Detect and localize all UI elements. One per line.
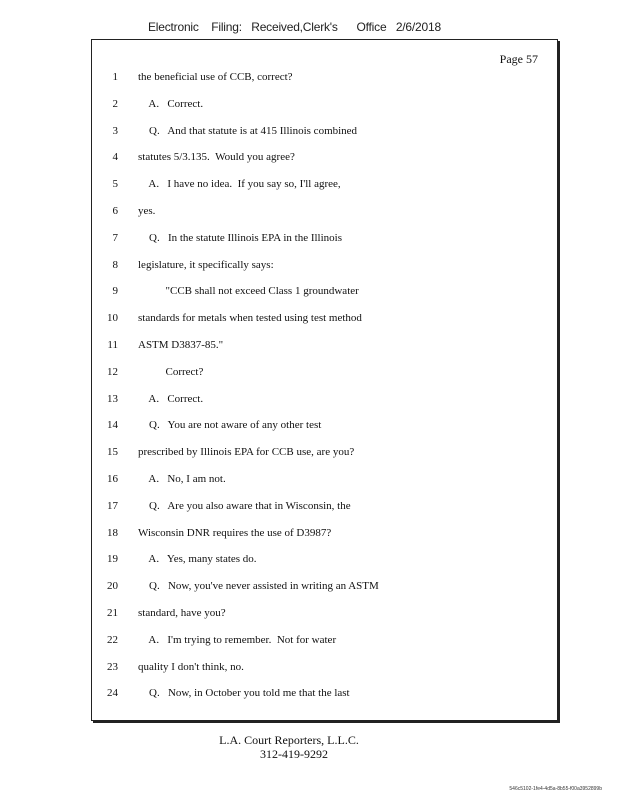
line-number: 3 [112, 124, 118, 137]
line-text: yes. [138, 205, 156, 217]
line-number: 22 [107, 633, 118, 646]
transcript-line [92, 364, 552, 380]
line-number: 4 [112, 151, 118, 164]
transcript-line [92, 203, 552, 219]
line-number: 13 [107, 392, 118, 405]
line-number: 11 [107, 339, 118, 351]
document-id: 546c5102-1fe4-4d5a-8b55-f00a3952899b [509, 786, 602, 792]
line-number: 10 [107, 312, 118, 325]
transcript-line [92, 685, 552, 701]
line-text: legislature, it specifically says: [138, 258, 274, 271]
line-number: 12 [107, 365, 118, 378]
transcript-line [92, 471, 552, 487]
line-text: prescribed by Illinois EPA for CCB use, are you? [138, 446, 355, 459]
line-text: Wisconsin DNR requires the use of D3987? [138, 526, 332, 539]
transcript-line [92, 551, 552, 567]
transcript-page-frame [91, 39, 558, 721]
line-text: Correct? [138, 365, 204, 378]
transcript-line [92, 230, 552, 246]
line-number: 6 [112, 205, 118, 217]
line-number: 7 [112, 231, 118, 244]
line-text: quality I don't think, no. [138, 660, 244, 673]
phone-number: 312-419-9292 [260, 747, 328, 761]
court-reporter-firm [0, 733, 618, 748]
page-number: Page 57 [499, 52, 538, 66]
line-text: standards for metals when tested using test method [138, 312, 362, 325]
line-number: 5 [112, 178, 118, 191]
transcript-line [92, 391, 552, 407]
line-number: 2 [112, 97, 118, 110]
line-text: statutes 5/3.135. Would you agree? [138, 151, 295, 164]
line-number: 18 [107, 526, 118, 539]
transcript-line [92, 176, 552, 192]
transcript-line [92, 283, 552, 299]
electronic-filing-header: Electronic Filing: Received,Clerk's Office 2/6/2018 [148, 20, 441, 34]
court-reporter-phone [0, 747, 618, 762]
line-number: 20 [107, 580, 118, 593]
line-text: A. Correct. [138, 97, 204, 110]
firm-name: L.A. Court Reporters, L.L.C. [219, 733, 359, 747]
line-text: Q. Are you also aware that in Wisconsin, the [138, 499, 351, 512]
line-number: 1 [112, 71, 118, 83]
transcript-line [92, 96, 552, 112]
line-number: 9 [112, 285, 118, 298]
transcript-line [92, 578, 552, 594]
transcript-line [92, 257, 552, 273]
transcript-line [92, 123, 552, 139]
line-text: Q. You are not aware of any other test [138, 419, 322, 432]
transcript-line [92, 444, 552, 460]
line-text: ASTM D3837-85." [138, 339, 224, 351]
line-text: A. I have no idea. If you say so, I'll agree, [138, 178, 341, 191]
transcript-line [92, 659, 552, 675]
line-number: 24 [107, 687, 118, 700]
line-text: standard, have you? [138, 607, 226, 619]
transcript-line [92, 605, 552, 621]
line-number: 17 [107, 499, 118, 512]
transcript-line [92, 310, 552, 326]
line-number: 8 [112, 258, 118, 271]
line-text: "CCB shall not exceed Class 1 groundwater [138, 285, 359, 298]
transcript-line [92, 69, 552, 85]
transcript-line [92, 417, 552, 433]
transcript-line [92, 337, 552, 353]
line-text: A. I'm trying to remember. Not for water [138, 633, 337, 646]
line-number: 21 [107, 607, 118, 619]
line-number: 19 [107, 553, 118, 566]
line-number: 23 [107, 660, 118, 673]
line-text: Q. Now, you've never assisted in writing an ASTM [138, 580, 379, 593]
transcript-line [92, 498, 552, 514]
transcript-line [92, 525, 552, 541]
transcript-line [92, 149, 552, 165]
line-number: 15 [107, 446, 118, 459]
line-text: the beneficial use of CCB, correct? [138, 71, 293, 83]
line-text: A. Yes, many states do. [138, 553, 257, 566]
line-text: A. Correct. [138, 392, 204, 405]
transcript-line [92, 632, 552, 648]
line-number: 14 [107, 419, 118, 432]
line-text: Q. Now, in October you told me that the last [138, 687, 350, 700]
line-number: 16 [107, 473, 118, 485]
line-text: Q. And that statute is at 415 Illinois combined [138, 124, 358, 137]
line-text: A. No, I am not. [138, 473, 226, 485]
line-text: Q. In the statute Illinois EPA in the Illinois [138, 231, 343, 244]
